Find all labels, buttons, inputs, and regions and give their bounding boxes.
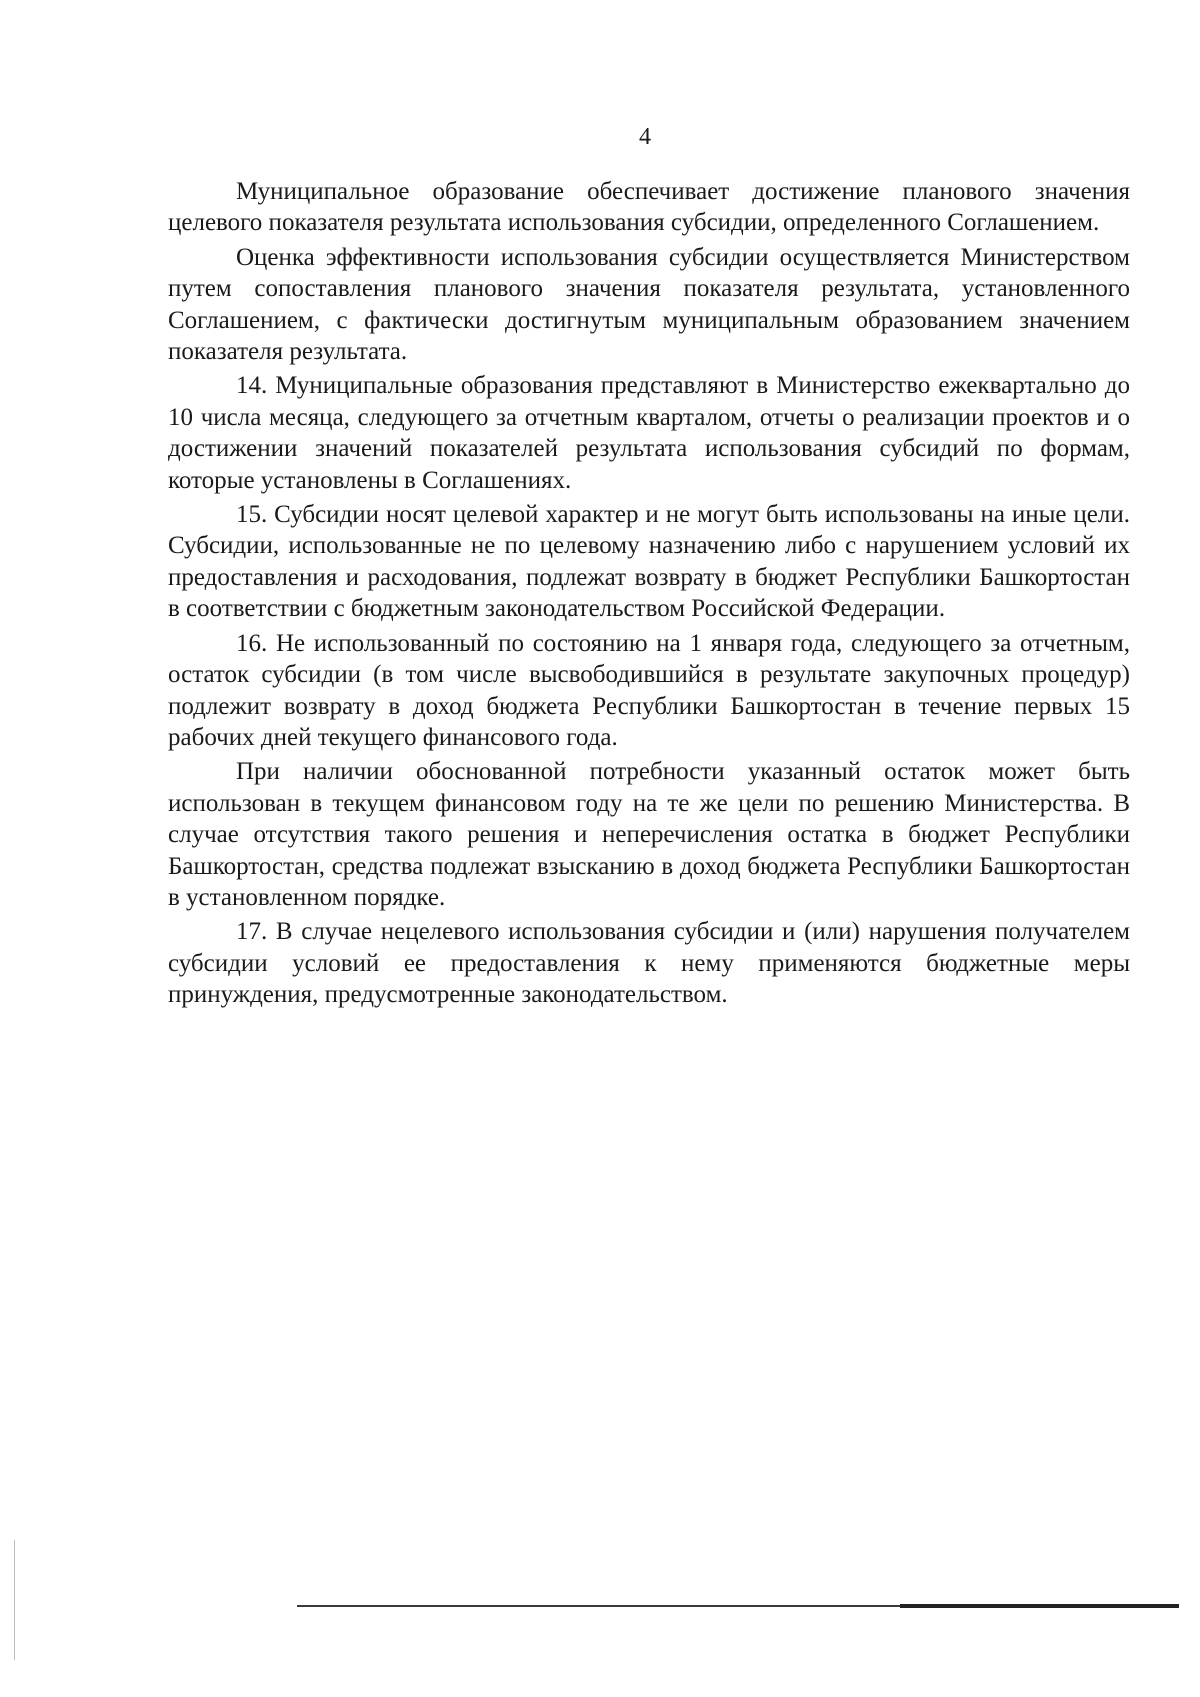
paragraph-item-17-enforcement: 17. В случае нецелевого использования субсидии и (или) нарушения получателем субсидии условий ее предоставления к нему применяются бюджетные меры принуждения, предусмотренные законодательством. [168,918,1130,1009]
paragraph-efficiency-assessment: Оценка эффективности использования субсидии осуществляется Министерством путем сопоставления планового значения показателя результата, установленного Соглашением, с фактически достигнутым муниципальным образованием значением показателя результата. [168,243,1130,366]
paragraph-item-14-reports: 14. Муниципальные образования представляют в Министерство ежеквартально до 10 числа месяца, следующего за отчетным кварталом, отчеты о реализации проектов и о достижении значений показателей результата использования субсидий по формам, которые установлены в Соглашениях. [168,372,1130,494]
paragraph-balance-reuse: При наличии обоснованной потребности указанный остаток может быть использован в текущем финансовом году на те же цели по решению Министерства. В случае отсутствия такого решения и неперечисления остатка в бюджет Республики Башкортостан, средства подлежат взысканию в доход бюджета Республики Башкортостан в установленном порядке. [168,758,1130,911]
scan-edge-line [14,1540,15,1660]
document-body [168,176,1130,1011]
bottom-divider-thick-segment [900,1604,1179,1608]
paragraph-plan-value: Муниципальное образование обеспечивает достижение планового значения целевого показателя результата использования субсидии, определенного Соглашением. [168,178,1130,237]
page-number: 4 [639,124,651,150]
paragraph-item-15-targeted-use: 15. Субсидии носят целевой характер и не могут быть использованы на иные цели. Субсидии, использованные не по целевому назначению либо с нарушением условий их предоставления и расходования, подлежат возврату в бюджет Республики Башкортостан в соответствии с бюджетным законодательством Российской Федерации. [168,501,1130,623]
paragraph-item-16-unused-balance: 16. Не использованный по состоянию на 1 января года, следующего за отчетным, остаток субсидии (в том числе высвободившийся в результате закупочных процедур) подлежит возврату в доход бюджета Республики Башкортостан в течение первых 15 рабочих дней текущего финансового года. [168,629,1130,751]
